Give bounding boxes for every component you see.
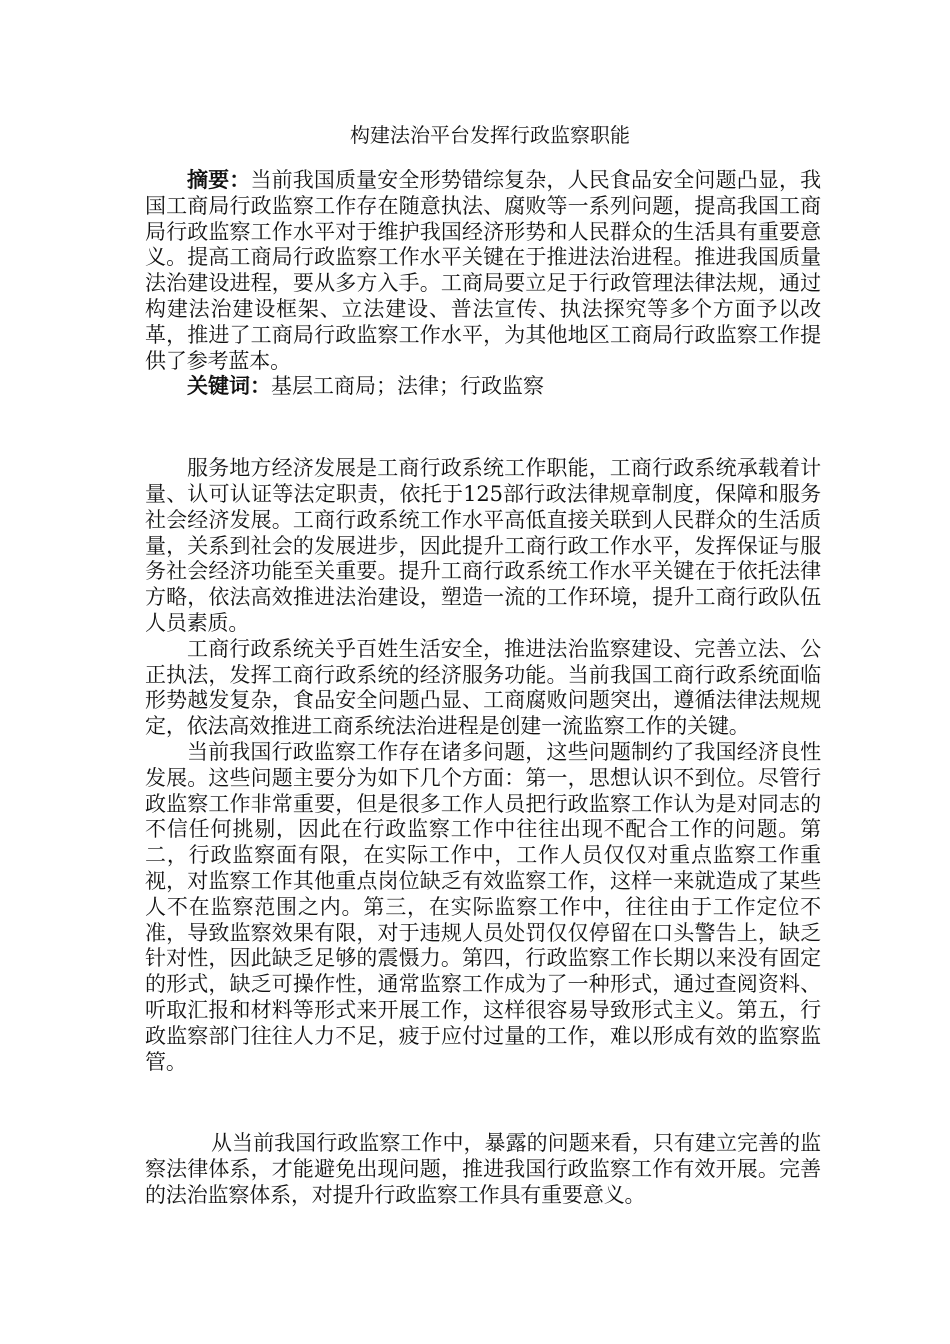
body-paragraph-1: 服务地方经济发展是工商行政系统工作职能，工商行政系统承载着计量、认可认证等法定职责，依托于125部行政法律规章制度，保障和服务社会经济发展。工商行政系统工作水平高低直接关联到人民群众的生活质量，关系到社会的发展进步，因此提升工商行政工作水平，发挥保证与服务社会经济功能至关重要。提升工商行政系统工作水平关键在于依托法律方略，依法高效推进法治建设，塑造一流的工作环境，提升工商行政队伍人员素质。 <box>145 456 821 635</box>
abstract-label: 摘要： <box>187 168 251 192</box>
document-title: 构建法治平台发挥行政监察职能 <box>350 123 630 147</box>
abstract-paragraph <box>145 168 821 374</box>
body-paragraph-3: 当前我国行政监察工作存在诸多问题，这些问题制约了我国经济良性发展。这些问题主要分为如下几个方面：第一，思想认识不到位。尽管行政监察工作非常重要，但是很多工作人员把行政监察工作认为是对同志的不信任何挑剔，因此在行政监察工作中往往出现不配合工作的问题。第二，行政监察面有限，在实际工作中，工作人员仅仅对重点监察工作重视，对监察工作其他重点岗位缺乏有效监察工作，这样一来就造成了某些人不在监察范围之内。第三，在实际监察工作中，往往由于工作定位不准，导致监察效果有限，对于违规人员处罚仅仅停留在口头警告上，缺乏针对性，因此缺乏足够的震慑力。第四，行政监察工作长期以来没有固定的形式，缺乏可操作性，通常监察工作成为了一种形式，通过查阅资料、听取汇报和材料等形式来开展工作，这样很容易导致形式主义。第五，行政监察部门往往人力不足，疲于应付过量的工作，难以形成有效的监察监管。 <box>145 739 821 1074</box>
keywords-text: 基层工商局；法律；行政监察 <box>271 374 544 399</box>
section-spacer <box>145 400 821 456</box>
section-spacer <box>145 1075 821 1131</box>
keywords-line <box>145 374 821 400</box>
document-page <box>145 118 821 1209</box>
body-paragraph-2: 工商行政系统关乎百姓生活安全，推进法治监察建设、完善立法、公正执法，发挥工商行政系统的经济服务功能。当前我国工商行政系统面临形势越发复杂，食品安全问题凸显、工商腐败问题突出，遵循法律法规规定，依法高效推进工商系统法治进程是创建一流监察工作的关键。 <box>145 636 821 739</box>
body-paragraph-4: 从当前我国行政监察工作中，暴露的问题来看，只有建立完善的监察法律体系，才能避免出现问题，推进我国行政监察工作有效开展。完善的法治监察体系，对提升行政监察工作具有重要意义。 <box>145 1131 821 1207</box>
abstract-text: 当前我国质量安全形势错综复杂，人民食品安全问题凸显，我国工商局行政监察工作存在随意执法、腐败等一系列问题，提高我国工商局行政监察工作水平对于维护我国经济形势和人民群众的生活具有重要意义。提高工商局行政监察工作水平关键在于推进法治进程。推进我国质量法治建设进程，要从多方入手。工商局要立足于行政管理法律法规，通过构建法治建设框架、立法建设、普法宣传、执法探究等多个方面予以改革，推进了工商局行政监察工作水平，为其他地区工商局行政监察工作提供了参考蓝本。 <box>145 168 821 373</box>
keywords-label: 关键词： <box>187 374 271 399</box>
